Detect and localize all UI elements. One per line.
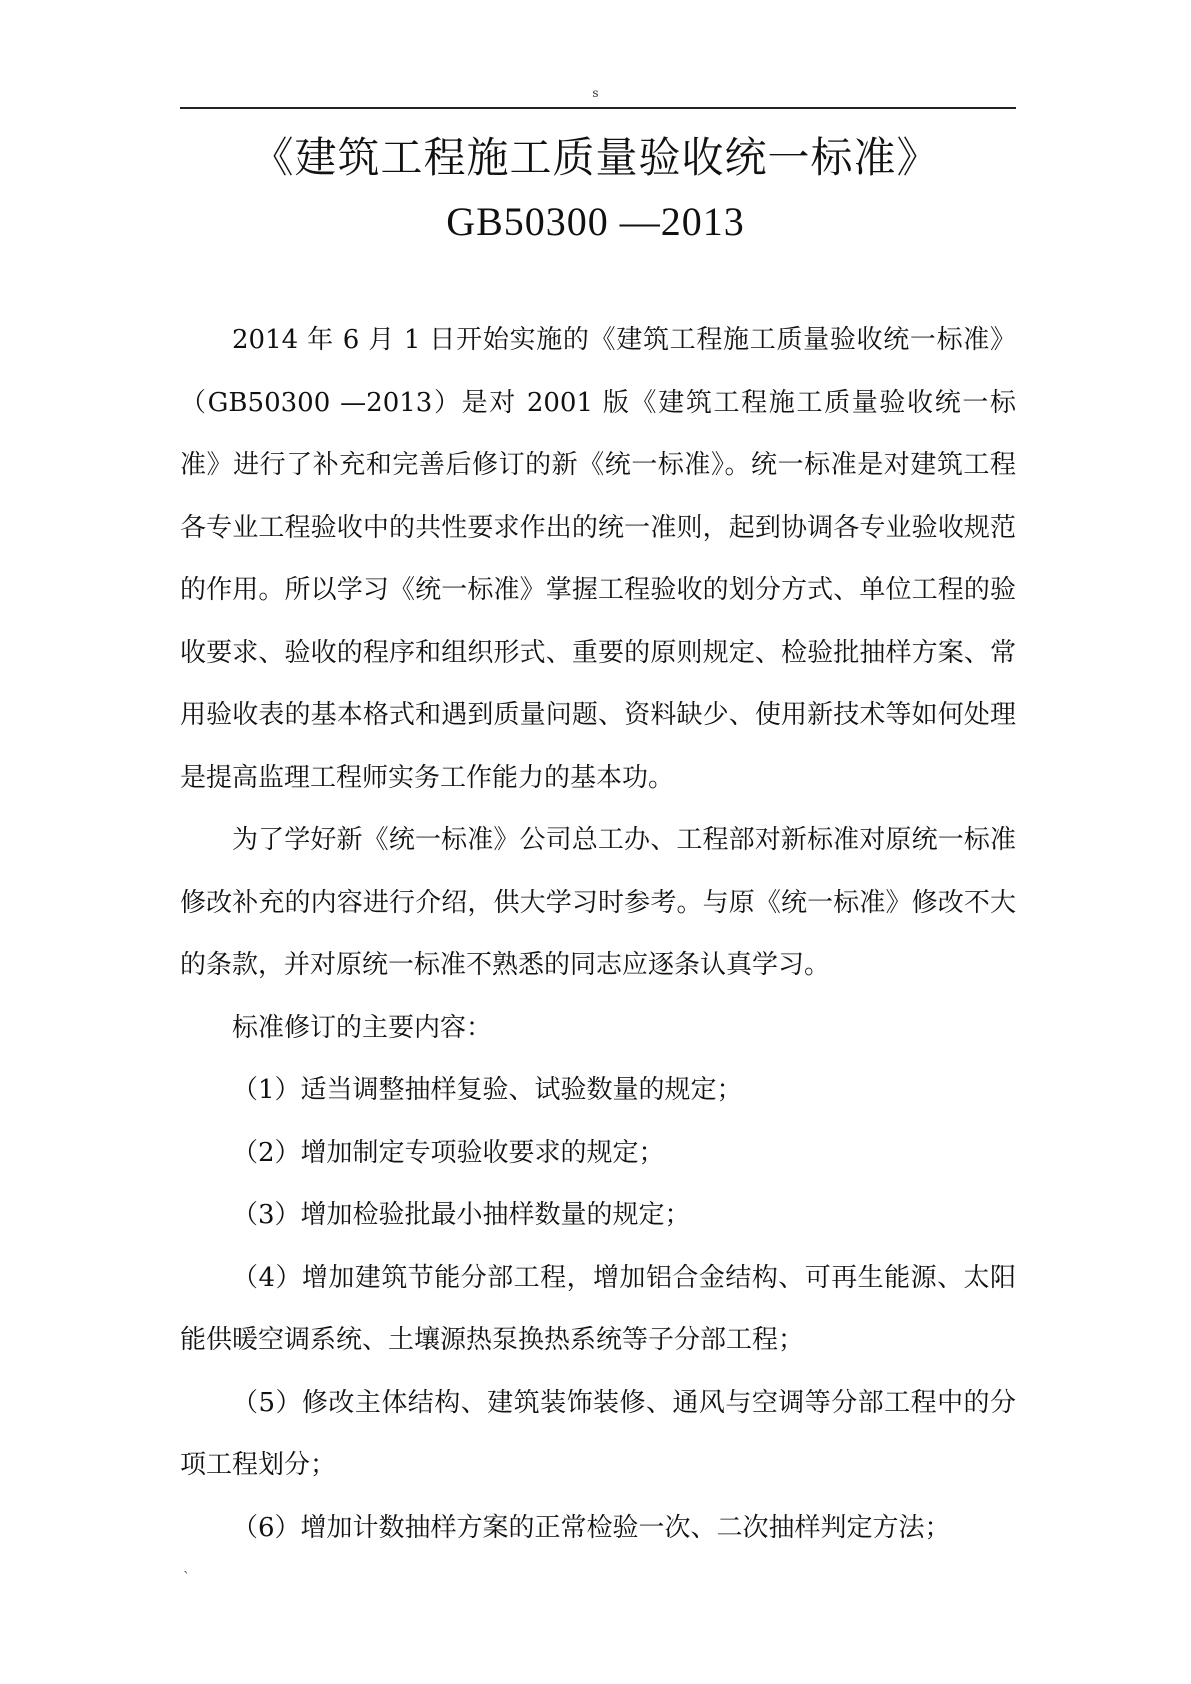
footer-mark: ` xyxy=(183,1570,190,1586)
paragraph-main-contents-heading: 标准修订的主要内容： xyxy=(232,1012,493,1043)
document-body xyxy=(180,309,1016,1559)
paragraph-study-note: 为了学好新《统一标准》公司总工办、工程部对新标准对原统一标准修改补充的内容进行介绍，供大学习时参考。与原《统一标准》修改不大的条款，并对原统一标准不熟悉的同志应逐条认真学习。 xyxy=(180,825,1016,980)
list-item-1: （1）适当调整抽样复验、试验数量的规定； xyxy=(232,1075,743,1105)
list-item-3: （3）增加检验批最小抽样数量的规定； xyxy=(232,1200,691,1230)
document-title: 《建筑工程施工质量验收统一标准》 xyxy=(251,133,940,182)
list-item-2: （2）增加制定专项验收要求的规定； xyxy=(232,1137,665,1168)
header-rule xyxy=(180,107,1016,109)
list-item-6: （6）增加计数抽样方案的正常检验一次、二次抽样判定方法； xyxy=(232,1512,951,1543)
standard-code: GB50300 —2013 xyxy=(446,199,745,244)
paragraph-intro: 2014 年 6 月 1 日开始实施的《建筑工程施工质量验收统一标准》（GB50300 —2013）是对 2001 版《建筑工程施工质量验收统一标准》进行了补充和完善后修订的新《统一标准》。统一标准是对建筑工程各专业工程验收中的共性要求作出的统一准则，起到协调各专业验收规范的作用。所以学习《统一标准》掌握工程验收的划分方式、单位工程的验收要求、验收的程序和组织形式、重要的原则规定、检验批抽样方案、常用验收表的基本格式和遇到质量问题、资料缺少、使用新技术等如何处理是提高监理工程师实务工作能力的基本功。 xyxy=(180,325,1016,793)
list-item-4: （4）增加建筑节能分部工程，增加铝合金结构、可再生能源、太阳能供暖空调系统、土壤源热泵换热系统等子分部工程； xyxy=(180,1262,1016,1355)
header-mark: s xyxy=(592,86,599,100)
list-item-5: （5）修改主体结构、建筑装饰装修、通风与空调等分部工程中的分项工程划分； xyxy=(180,1387,1016,1480)
